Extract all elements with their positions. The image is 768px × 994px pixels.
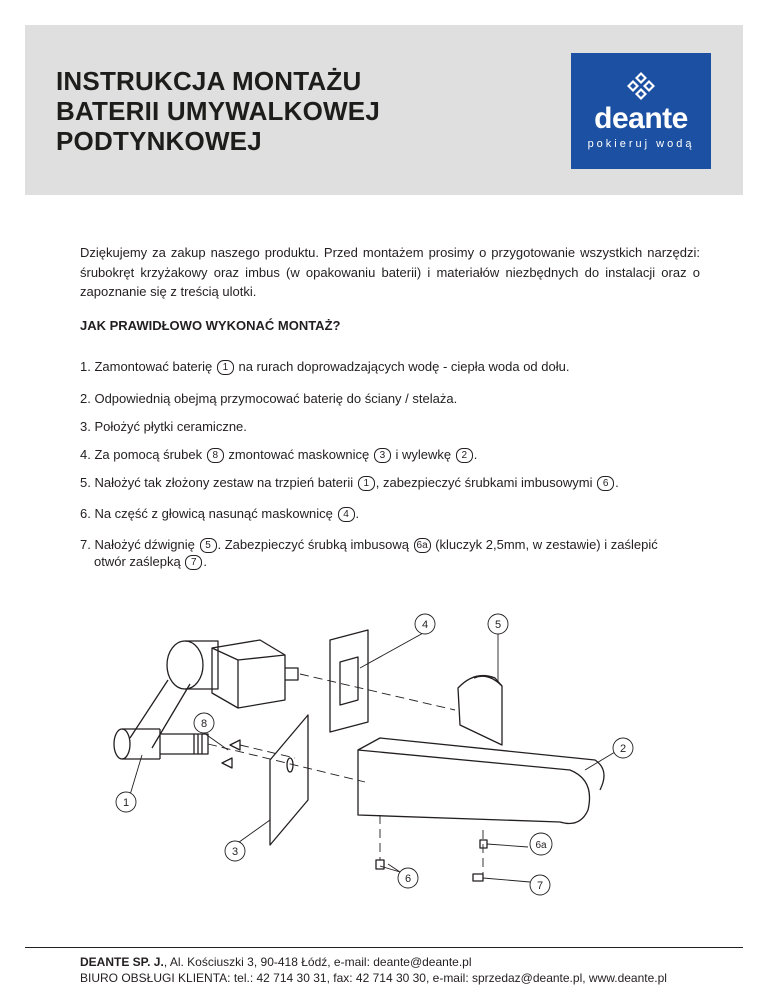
part-ref-badge: 3 [374, 448, 391, 463]
screws-8 [222, 740, 240, 768]
cover-plate-4 [330, 630, 368, 732]
service-label: BIURO OBSŁUGI KLIENTA [80, 971, 228, 985]
footer-service-line [80, 970, 667, 986]
step-3: 3. Położyć płytki ceramiczne. [80, 419, 247, 434]
deante-logo [571, 53, 711, 169]
part-ref-badge: 8 [207, 448, 224, 463]
footer [80, 954, 667, 986]
plug-7 [473, 874, 483, 881]
part-ref-badge: 6a [414, 538, 431, 553]
footer-divider [25, 947, 743, 948]
lever-5 [458, 676, 502, 745]
spout-2 [358, 750, 590, 824]
threaded-stem [160, 734, 208, 754]
page-title [56, 66, 380, 156]
part-ref-badge: 1 [217, 360, 234, 375]
valve-body-ring [167, 641, 203, 689]
company-address: , Al. Kościuszki 3, 90-418 Łódź, e-mail: deante@deante.pl [163, 955, 472, 969]
pipe-end [114, 729, 130, 759]
step-5: 5. Nałożyć tak złożony zestaw na trzpień baterii 1 , zabezpieczyć śrubkami imbusowymi 6 . [80, 475, 619, 490]
title-line-1: INSTRUKCJA MONTAŻU [56, 66, 362, 96]
part-ref-badge: 2 [456, 448, 473, 463]
section-heading: JAK PRAWIDŁOWO WYKONAĆ MONTAŻ? [80, 318, 341, 333]
step-6: 6. Na część z głowicą nasunąć maskownicę 4 . [80, 506, 360, 521]
part-ref-badge: 1 [358, 476, 375, 491]
callout-label: 4 [421, 619, 429, 631]
part-ref-badge: 6 [597, 476, 614, 491]
callout-label: 6 [404, 873, 412, 885]
cover-plate-3 [270, 715, 308, 845]
screw-6 [376, 860, 384, 869]
diamond-tile-icon [626, 71, 656, 101]
callout-label: 1 [122, 797, 130, 809]
screw-6a [480, 840, 487, 848]
callout-label: 2 [619, 743, 627, 755]
callout-label: 7 [536, 880, 544, 892]
part-ref-badge: 5 [200, 538, 217, 553]
callout-label: 8 [200, 718, 208, 730]
callout-label: 5 [494, 619, 502, 631]
step-2: 2. Odpowiednią obejmą przymocować baterię do ściany / stelaża. [80, 391, 458, 406]
step-7: 7. Nałożyć dźwignię 5 . Zabezpieczyć śrubką imbusową 6a (kluczyk 2,5mm, w zestawie) i zaślepić otwór zaślepką 7 . [80, 537, 658, 569]
title-line-2: BATERII UMYWALKOWEJ [56, 96, 380, 126]
step-4: 4. Za pomocą śrubek 8 zmontować maskownicę 3 i wylewkę 2 . [80, 447, 478, 462]
step-1: 1. Zamontować baterię 1 na rurach doprowadzających wodę - ciepła woda od dołu. [80, 359, 570, 374]
company-name: DEANTE SP. J. [80, 955, 164, 969]
part-ref-badge: 4 [338, 507, 355, 522]
exploded-assembly-diagram [90, 610, 650, 910]
cartridge-spindle [285, 668, 298, 680]
callout-label: 3 [231, 846, 239, 858]
cartridge-block [212, 640, 285, 708]
logo-tagline: pokieruj wodą [587, 138, 695, 150]
intro-paragraph: Dziękujemy za zakup naszego produktu. Przed montażem prosimy o przygotowanie wszystkich narzędzi: śrubokręt krzyżakowy oraz imbus (w opakowaniu baterii) i materiałów niezbędnych do instalacji oraz o zapoznanie się z treścią ulotki. [80, 245, 700, 299]
part-ref-badge: 7 [185, 555, 202, 570]
footer-company-line [80, 954, 667, 970]
service-contact: : tel.: 42 714 30 31, fax: 42 714 30 30, e-mail: sprzedaz@deante.pl, www.deante.pl [227, 971, 667, 985]
callout-label: 6a [535, 840, 547, 851]
title-line-3: PODTYNKOWEJ [56, 126, 262, 156]
logo-wordmark: deante [594, 102, 688, 135]
